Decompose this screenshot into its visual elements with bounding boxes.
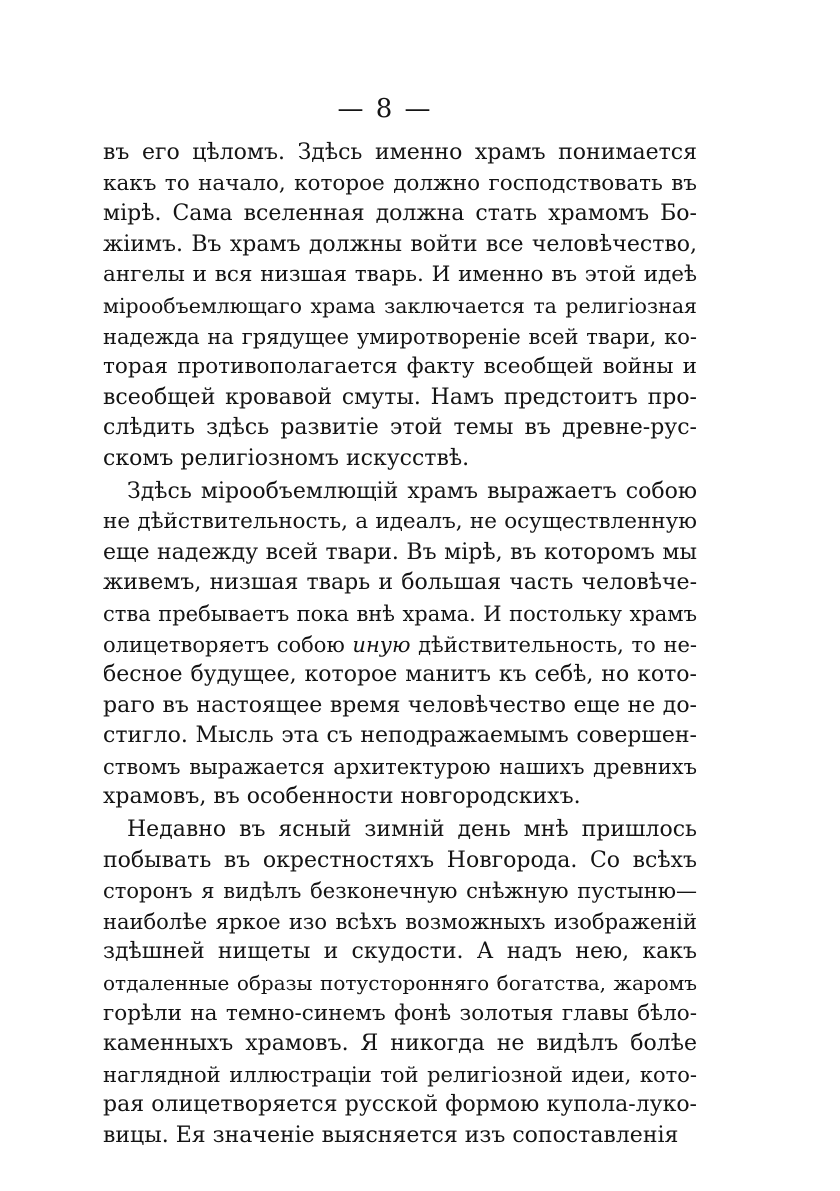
text-line: стигло. Мысль эта съ неподражаемымъ совершен- xyxy=(103,723,697,749)
text-line: горѣли на темно-синемъ фонѣ золотыя главы бѣло- xyxy=(103,1000,697,1026)
text-line: торая противополагается факту всеобщей войны и xyxy=(103,354,697,380)
text-line: наиболѣе яркое изо всѣхъ возможныхъ изображеній xyxy=(103,909,697,934)
text-line: мірѣ. Сама вселенная должна стать храмомъ Бо- xyxy=(103,201,697,227)
text-line: раго въ настоящее время человѣчество еще не до- xyxy=(103,692,697,718)
text-line: мірообъемлющаго храма заключается та религіозная xyxy=(103,293,697,318)
text-line-with-emphasis xyxy=(103,630,697,661)
text-fragment: дѣйствительность, то не- xyxy=(418,632,697,657)
paragraph-3 xyxy=(103,815,697,1152)
text-line: вицы. Ея значеніе выясняется изъ сопоставленія xyxy=(103,1123,679,1148)
paragraph-2 xyxy=(103,477,697,814)
text-fragment: олицетворяетъ собою xyxy=(103,632,345,657)
text-line: каменныхъ храмовъ. Я никогда не видѣлъ болѣе xyxy=(103,1031,697,1057)
text-line: бесное будущее, которое манитъ къ себѣ, но кото- xyxy=(103,662,697,688)
text-line: ангелы и вся низшая тварь. И именно въ этой идеѣ xyxy=(103,262,697,288)
text-line: всеобщей кровавой смуты. Намъ предстоитъ про- xyxy=(103,384,697,410)
text-line: храмовъ, въ особенности новгородскихъ. xyxy=(103,784,581,810)
text-line: Здѣсь мірообъемлющій храмъ выражаетъ собою xyxy=(127,478,697,504)
body-text xyxy=(103,138,697,1152)
text-line: скомъ религіозномъ искусствѣ. xyxy=(103,445,470,471)
text-line: какъ то начало, которое должно господствовать въ xyxy=(103,170,697,196)
text-line: ствомъ выражается архитектурою нашихъ древнихъ xyxy=(103,754,697,779)
text-line: не дѣйствительность, а идеалъ, не осуществленную xyxy=(103,509,697,535)
text-line: въ его цѣломъ. Здѣсь именно храмъ понимается xyxy=(103,140,697,165)
text-line: отдаленные образы потусторонняго богатства, жаромъ xyxy=(103,971,697,996)
text-line: побывать въ окрестностяхъ Новгорода. Со всѣхъ xyxy=(103,847,697,873)
text-line: ства пребываетъ пока внѣ храма. И постольку храмъ xyxy=(103,601,697,626)
text-line: еще надежду всей твари. Въ мірѣ, въ которомъ мы xyxy=(103,539,697,565)
text-line: Недавно въ ясный зимній день мнѣ пришлось xyxy=(127,817,697,843)
text-line: слѣдить здѣсь развитіе этой темы въ древне-рус- xyxy=(103,415,697,441)
text-line: наглядной иллюстраціи той религіозной идеи, кото- xyxy=(103,1062,697,1087)
text-line: сторонъ я видѣлъ безконечную снѣжную пустыню— xyxy=(103,879,697,904)
paragraph-1 xyxy=(103,138,697,475)
text-line: надежда на грядущее умиротвореніе всей твари, ко- xyxy=(103,324,697,349)
text-line: живемъ, низшая тварь и большая часть человѣче- xyxy=(103,570,697,596)
text-line: рая олицетворяется русской формою купола-луко- xyxy=(103,1092,697,1118)
page-number: — 8 — xyxy=(337,94,433,124)
text-line: здѣшней нищеты и скудости. А надъ нею, какъ xyxy=(103,939,697,965)
emphasized-word: иную xyxy=(352,632,411,657)
text-line: жіимъ. Въ храмъ должны войти все человѣчество, xyxy=(103,231,697,257)
